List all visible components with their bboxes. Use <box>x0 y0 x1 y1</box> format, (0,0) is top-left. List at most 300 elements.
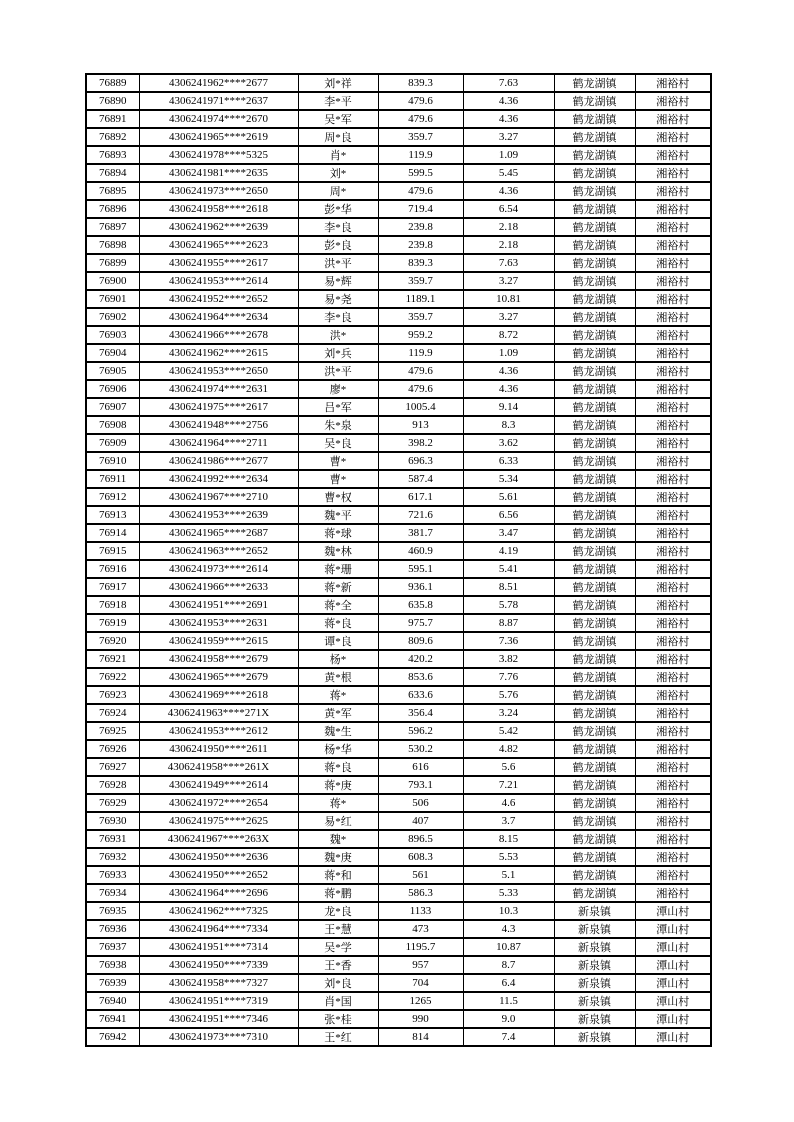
cell-village: 潭山村 <box>635 902 711 920</box>
cell-id-number: 4306241963****2652 <box>139 542 298 560</box>
cell-serial-number: 76901 <box>86 290 139 308</box>
cell-secondary-amount: 8.7 <box>463 956 554 974</box>
cell-town: 鹤龙湖镇 <box>554 704 635 722</box>
cell-secondary-amount: 10.3 <box>463 902 554 920</box>
table-row <box>86 416 711 434</box>
cell-amount: 1265 <box>378 992 463 1010</box>
cell-person-name: 蒋*新 <box>298 578 378 596</box>
cell-amount: 599.5 <box>378 164 463 182</box>
table-row <box>86 434 711 452</box>
cell-id-number: 4306241973****7310 <box>139 1028 298 1046</box>
cell-serial-number: 76912 <box>86 488 139 506</box>
table-row <box>86 686 711 704</box>
table-row <box>86 560 711 578</box>
cell-person-name: 王*慧 <box>298 920 378 938</box>
cell-secondary-amount: 7.76 <box>463 668 554 686</box>
cell-secondary-amount: 6.56 <box>463 506 554 524</box>
cell-id-number: 4306241950****2611 <box>139 740 298 758</box>
cell-village: 湘裕村 <box>635 560 711 578</box>
cell-serial-number: 76938 <box>86 956 139 974</box>
cell-secondary-amount: 2.18 <box>463 218 554 236</box>
table-row <box>86 506 711 524</box>
table-row <box>86 488 711 506</box>
cell-person-name: 曹*权 <box>298 488 378 506</box>
cell-serial-number: 76928 <box>86 776 139 794</box>
cell-serial-number: 76914 <box>86 524 139 542</box>
table-row <box>86 182 711 200</box>
cell-town: 鹤龙湖镇 <box>554 740 635 758</box>
cell-secondary-amount: 7.21 <box>463 776 554 794</box>
cell-amount: 119.9 <box>378 146 463 164</box>
cell-village: 潭山村 <box>635 1028 711 1046</box>
cell-town: 鹤龙湖镇 <box>554 488 635 506</box>
table-row <box>86 308 711 326</box>
cell-secondary-amount: 4.82 <box>463 740 554 758</box>
cell-town: 鹤龙湖镇 <box>554 380 635 398</box>
table-row <box>86 344 711 362</box>
cell-village: 湘裕村 <box>635 452 711 470</box>
cell-town: 新泉镇 <box>554 938 635 956</box>
records-table <box>85 73 712 1047</box>
cell-village: 湘裕村 <box>635 398 711 416</box>
table-row <box>86 722 711 740</box>
cell-town: 鹤龙湖镇 <box>554 758 635 776</box>
cell-serial-number: 76936 <box>86 920 139 938</box>
table-row <box>86 1028 711 1046</box>
cell-amount: 990 <box>378 1010 463 1028</box>
cell-id-number: 4306241951****7314 <box>139 938 298 956</box>
cell-id-number: 4306241963****271X <box>139 704 298 722</box>
cell-amount: 359.7 <box>378 308 463 326</box>
cell-village: 湘裕村 <box>635 254 711 272</box>
cell-amount: 356.4 <box>378 704 463 722</box>
cell-serial-number: 76919 <box>86 614 139 632</box>
cell-person-name: 魏*平 <box>298 506 378 524</box>
table-row <box>86 830 711 848</box>
cell-id-number: 4306241953****2631 <box>139 614 298 632</box>
table-row <box>86 452 711 470</box>
cell-village: 湘裕村 <box>635 758 711 776</box>
cell-town: 新泉镇 <box>554 992 635 1010</box>
cell-town: 鹤龙湖镇 <box>554 74 635 92</box>
cell-village: 湘裕村 <box>635 488 711 506</box>
cell-person-name: 蒋* <box>298 794 378 812</box>
table-row <box>86 74 711 92</box>
cell-serial-number: 76896 <box>86 200 139 218</box>
table-row <box>86 542 711 560</box>
cell-town: 鹤龙湖镇 <box>554 362 635 380</box>
cell-person-name: 曹* <box>298 470 378 488</box>
table-row <box>86 902 711 920</box>
cell-person-name: 洪*平 <box>298 362 378 380</box>
cell-amount: 839.3 <box>378 74 463 92</box>
cell-secondary-amount: 8.3 <box>463 416 554 434</box>
table-row <box>86 812 711 830</box>
cell-town: 鹤龙湖镇 <box>554 272 635 290</box>
cell-secondary-amount: 4.36 <box>463 92 554 110</box>
cell-serial-number: 76898 <box>86 236 139 254</box>
cell-secondary-amount: 3.82 <box>463 650 554 668</box>
cell-person-name: 蒋*良 <box>298 758 378 776</box>
table-row <box>86 236 711 254</box>
table-row <box>86 380 711 398</box>
cell-village: 潭山村 <box>635 920 711 938</box>
cell-town: 鹤龙湖镇 <box>554 452 635 470</box>
cell-secondary-amount: 5.33 <box>463 884 554 902</box>
cell-person-name: 黄*根 <box>298 668 378 686</box>
cell-id-number: 4306241967****263X <box>139 830 298 848</box>
cell-amount: 809.6 <box>378 632 463 650</box>
cell-amount: 1195.7 <box>378 938 463 956</box>
cell-secondary-amount: 3.47 <box>463 524 554 542</box>
cell-serial-number: 76921 <box>86 650 139 668</box>
cell-id-number: 4306241948****2756 <box>139 416 298 434</box>
cell-amount: 896.5 <box>378 830 463 848</box>
cell-serial-number: 76934 <box>86 884 139 902</box>
cell-secondary-amount: 5.34 <box>463 470 554 488</box>
cell-town: 鹤龙湖镇 <box>554 398 635 416</box>
cell-id-number: 4306241966****2633 <box>139 578 298 596</box>
cell-secondary-amount: 4.3 <box>463 920 554 938</box>
cell-secondary-amount: 5.1 <box>463 866 554 884</box>
cell-serial-number: 76893 <box>86 146 139 164</box>
cell-secondary-amount: 5.53 <box>463 848 554 866</box>
cell-id-number: 4306241965****2687 <box>139 524 298 542</box>
cell-secondary-amount: 6.54 <box>463 200 554 218</box>
cell-village: 湘裕村 <box>635 164 711 182</box>
cell-amount: 975.7 <box>378 614 463 632</box>
cell-town: 鹤龙湖镇 <box>554 218 635 236</box>
cell-village: 湘裕村 <box>635 326 711 344</box>
cell-village: 湘裕村 <box>635 578 711 596</box>
cell-person-name: 蒋*全 <box>298 596 378 614</box>
cell-amount: 359.7 <box>378 272 463 290</box>
cell-person-name: 彭*华 <box>298 200 378 218</box>
cell-village: 潭山村 <box>635 1010 711 1028</box>
cell-id-number: 4306241953****2639 <box>139 506 298 524</box>
cell-town: 鹤龙湖镇 <box>554 812 635 830</box>
cell-person-name: 张*桂 <box>298 1010 378 1028</box>
table-row <box>86 272 711 290</box>
cell-secondary-amount: 7.63 <box>463 254 554 272</box>
cell-amount: 596.2 <box>378 722 463 740</box>
cell-town: 鹤龙湖镇 <box>554 146 635 164</box>
cell-person-name: 曹* <box>298 452 378 470</box>
cell-village: 湘裕村 <box>635 848 711 866</box>
cell-amount: 616 <box>378 758 463 776</box>
cell-amount: 398.2 <box>378 434 463 452</box>
cell-secondary-amount: 3.27 <box>463 128 554 146</box>
cell-amount: 957 <box>378 956 463 974</box>
cell-serial-number: 76931 <box>86 830 139 848</box>
cell-amount: 913 <box>378 416 463 434</box>
cell-secondary-amount: 5.41 <box>463 560 554 578</box>
cell-town: 鹤龙湖镇 <box>554 650 635 668</box>
cell-person-name: 周* <box>298 182 378 200</box>
cell-secondary-amount: 4.36 <box>463 110 554 128</box>
cell-amount: 506 <box>378 794 463 812</box>
cell-person-name: 蒋*和 <box>298 866 378 884</box>
cell-person-name: 蒋*庚 <box>298 776 378 794</box>
cell-amount: 359.7 <box>378 128 463 146</box>
cell-secondary-amount: 8.51 <box>463 578 554 596</box>
cell-person-name: 魏*林 <box>298 542 378 560</box>
cell-id-number: 4306241962****2677 <box>139 74 298 92</box>
cell-id-number: 4306241964****7334 <box>139 920 298 938</box>
cell-person-name: 易*红 <box>298 812 378 830</box>
cell-village: 湘裕村 <box>635 362 711 380</box>
table-row <box>86 992 711 1010</box>
cell-town: 鹤龙湖镇 <box>554 290 635 308</box>
cell-serial-number: 76922 <box>86 668 139 686</box>
cell-village: 湘裕村 <box>635 830 711 848</box>
cell-serial-number: 76890 <box>86 92 139 110</box>
table-row <box>86 470 711 488</box>
cell-secondary-amount: 4.36 <box>463 362 554 380</box>
cell-village: 潭山村 <box>635 992 711 1010</box>
table-row <box>86 218 711 236</box>
cell-serial-number: 76913 <box>86 506 139 524</box>
table-row <box>86 794 711 812</box>
cell-amount: 561 <box>378 866 463 884</box>
cell-secondary-amount: 5.45 <box>463 164 554 182</box>
cell-id-number: 4306241992****2634 <box>139 470 298 488</box>
cell-serial-number: 76889 <box>86 74 139 92</box>
cell-town: 鹤龙湖镇 <box>554 182 635 200</box>
cell-secondary-amount: 5.6 <box>463 758 554 776</box>
cell-secondary-amount: 1.09 <box>463 146 554 164</box>
cell-serial-number: 76924 <box>86 704 139 722</box>
cell-amount: 721.6 <box>378 506 463 524</box>
cell-serial-number: 76916 <box>86 560 139 578</box>
cell-id-number: 4306241975****2617 <box>139 398 298 416</box>
cell-id-number: 4306241967****2710 <box>139 488 298 506</box>
cell-village: 湘裕村 <box>635 596 711 614</box>
cell-serial-number: 76915 <box>86 542 139 560</box>
cell-id-number: 4306241951****7346 <box>139 1010 298 1028</box>
cell-town: 鹤龙湖镇 <box>554 794 635 812</box>
cell-village: 湘裕村 <box>635 812 711 830</box>
cell-secondary-amount: 7.63 <box>463 74 554 92</box>
cell-amount: 793.1 <box>378 776 463 794</box>
cell-id-number: 4306241953****2612 <box>139 722 298 740</box>
cell-amount: 959.2 <box>378 326 463 344</box>
table-row <box>86 758 711 776</box>
table-row <box>86 290 711 308</box>
cell-id-number: 4306241972****2654 <box>139 794 298 812</box>
cell-person-name: 蒋*珊 <box>298 560 378 578</box>
cell-town: 鹤龙湖镇 <box>554 866 635 884</box>
cell-id-number: 4306241974****2670 <box>139 110 298 128</box>
table-row <box>86 668 711 686</box>
cell-id-number: 4306241958****7327 <box>139 974 298 992</box>
cell-town: 鹤龙湖镇 <box>554 470 635 488</box>
cell-amount: 473 <box>378 920 463 938</box>
cell-town: 鹤龙湖镇 <box>554 596 635 614</box>
cell-id-number: 4306241949****2614 <box>139 776 298 794</box>
cell-village: 湘裕村 <box>635 614 711 632</box>
cell-secondary-amount: 3.62 <box>463 434 554 452</box>
cell-town: 鹤龙湖镇 <box>554 848 635 866</box>
table-row <box>86 164 711 182</box>
cell-secondary-amount: 4.6 <box>463 794 554 812</box>
cell-amount: 239.8 <box>378 218 463 236</box>
cell-town: 新泉镇 <box>554 1010 635 1028</box>
cell-secondary-amount: 8.87 <box>463 614 554 632</box>
cell-amount: 635.8 <box>378 596 463 614</box>
cell-village: 湘裕村 <box>635 290 711 308</box>
cell-town: 鹤龙湖镇 <box>554 776 635 794</box>
cell-town: 鹤龙湖镇 <box>554 722 635 740</box>
cell-id-number: 4306241964****2696 <box>139 884 298 902</box>
cell-id-number: 4306241973****2650 <box>139 182 298 200</box>
cell-village: 湘裕村 <box>635 236 711 254</box>
cell-village: 湘裕村 <box>635 866 711 884</box>
cell-town: 鹤龙湖镇 <box>554 632 635 650</box>
cell-village: 潭山村 <box>635 974 711 992</box>
cell-village: 湘裕村 <box>635 884 711 902</box>
cell-town: 鹤龙湖镇 <box>554 884 635 902</box>
cell-person-name: 杨*华 <box>298 740 378 758</box>
cell-amount: 1133 <box>378 902 463 920</box>
cell-serial-number: 76906 <box>86 380 139 398</box>
table-row <box>86 254 711 272</box>
cell-amount: 460.9 <box>378 542 463 560</box>
cell-id-number: 4306241953****2614 <box>139 272 298 290</box>
cell-person-name: 蒋*良 <box>298 614 378 632</box>
cell-id-number: 4306241965****2623 <box>139 236 298 254</box>
cell-town: 鹤龙湖镇 <box>554 92 635 110</box>
cell-serial-number: 76904 <box>86 344 139 362</box>
cell-town: 新泉镇 <box>554 956 635 974</box>
cell-town: 新泉镇 <box>554 1028 635 1046</box>
cell-town: 鹤龙湖镇 <box>554 560 635 578</box>
cell-village: 湘裕村 <box>635 722 711 740</box>
cell-serial-number: 76925 <box>86 722 139 740</box>
cell-serial-number: 76895 <box>86 182 139 200</box>
cell-person-name: 吕*军 <box>298 398 378 416</box>
cell-person-name: 彭*良 <box>298 236 378 254</box>
cell-id-number: 4306241986****2677 <box>139 452 298 470</box>
cell-id-number: 4306241975****2625 <box>139 812 298 830</box>
cell-village: 湘裕村 <box>635 182 711 200</box>
table-row <box>86 632 711 650</box>
cell-secondary-amount: 8.72 <box>463 326 554 344</box>
cell-serial-number: 76894 <box>86 164 139 182</box>
cell-id-number: 4306241962****2615 <box>139 344 298 362</box>
cell-town: 鹤龙湖镇 <box>554 128 635 146</box>
cell-village: 湘裕村 <box>635 110 711 128</box>
cell-amount: 814 <box>378 1028 463 1046</box>
cell-serial-number: 76929 <box>86 794 139 812</box>
cell-secondary-amount: 3.27 <box>463 308 554 326</box>
cell-id-number: 4306241971****2637 <box>139 92 298 110</box>
cell-amount: 479.6 <box>378 110 463 128</box>
table-row <box>86 596 711 614</box>
cell-town: 鹤龙湖镇 <box>554 686 635 704</box>
cell-person-name: 吴*军 <box>298 110 378 128</box>
cell-amount: 608.3 <box>378 848 463 866</box>
table-row <box>86 704 711 722</box>
cell-town: 鹤龙湖镇 <box>554 164 635 182</box>
cell-amount: 479.6 <box>378 380 463 398</box>
cell-serial-number: 76917 <box>86 578 139 596</box>
cell-village: 湘裕村 <box>635 506 711 524</box>
cell-id-number: 4306241964****2711 <box>139 434 298 452</box>
cell-amount: 696.3 <box>378 452 463 470</box>
cell-person-name: 刘*良 <box>298 974 378 992</box>
cell-village: 湘裕村 <box>635 740 711 758</box>
cell-amount: 853.6 <box>378 668 463 686</box>
cell-person-name: 肖* <box>298 146 378 164</box>
table-row <box>86 974 711 992</box>
cell-id-number: 4306241958****261X <box>139 758 298 776</box>
table-row <box>86 956 711 974</box>
cell-village: 湘裕村 <box>635 416 711 434</box>
cell-person-name: 吴*良 <box>298 434 378 452</box>
cell-id-number: 4306241973****2614 <box>139 560 298 578</box>
cell-secondary-amount: 5.76 <box>463 686 554 704</box>
cell-village: 湘裕村 <box>635 470 711 488</box>
cell-secondary-amount: 1.09 <box>463 344 554 362</box>
cell-serial-number: 76911 <box>86 470 139 488</box>
cell-serial-number: 76902 <box>86 308 139 326</box>
table-row <box>86 128 711 146</box>
cell-amount: 479.6 <box>378 182 463 200</box>
cell-amount: 595.1 <box>378 560 463 578</box>
cell-person-name: 易*辉 <box>298 272 378 290</box>
cell-secondary-amount: 6.4 <box>463 974 554 992</box>
cell-id-number: 4306241958****2679 <box>139 650 298 668</box>
cell-id-number: 4306241951****7319 <box>139 992 298 1010</box>
cell-amount: 530.2 <box>378 740 463 758</box>
cell-town: 鹤龙湖镇 <box>554 200 635 218</box>
cell-amount: 479.6 <box>378 92 463 110</box>
cell-person-name: 蒋* <box>298 686 378 704</box>
cell-person-name: 刘*祥 <box>298 74 378 92</box>
cell-id-number: 4306241974****2631 <box>139 380 298 398</box>
cell-secondary-amount: 3.24 <box>463 704 554 722</box>
cell-id-number: 4306241951****2691 <box>139 596 298 614</box>
cell-town: 鹤龙湖镇 <box>554 326 635 344</box>
cell-id-number: 4306241978****5325 <box>139 146 298 164</box>
cell-amount: 586.3 <box>378 884 463 902</box>
cell-serial-number: 76910 <box>86 452 139 470</box>
cell-secondary-amount: 4.19 <box>463 542 554 560</box>
cell-town: 鹤龙湖镇 <box>554 830 635 848</box>
cell-id-number: 4306241969****2618 <box>139 686 298 704</box>
cell-secondary-amount: 5.78 <box>463 596 554 614</box>
table-row <box>86 776 711 794</box>
cell-serial-number: 76891 <box>86 110 139 128</box>
table-row <box>86 398 711 416</box>
cell-id-number: 4306241958****2618 <box>139 200 298 218</box>
table-row <box>86 146 711 164</box>
table-row <box>86 578 711 596</box>
cell-person-name: 李*平 <box>298 92 378 110</box>
cell-village: 湘裕村 <box>635 218 711 236</box>
cell-village: 湘裕村 <box>635 650 711 668</box>
cell-serial-number: 76892 <box>86 128 139 146</box>
cell-secondary-amount: 5.61 <box>463 488 554 506</box>
table-row <box>86 884 711 902</box>
cell-secondary-amount: 7.36 <box>463 632 554 650</box>
table-row <box>86 866 711 884</box>
cell-village: 湘裕村 <box>635 542 711 560</box>
cell-village: 湘裕村 <box>635 524 711 542</box>
cell-village: 湘裕村 <box>635 146 711 164</box>
cell-village: 湘裕村 <box>635 128 711 146</box>
